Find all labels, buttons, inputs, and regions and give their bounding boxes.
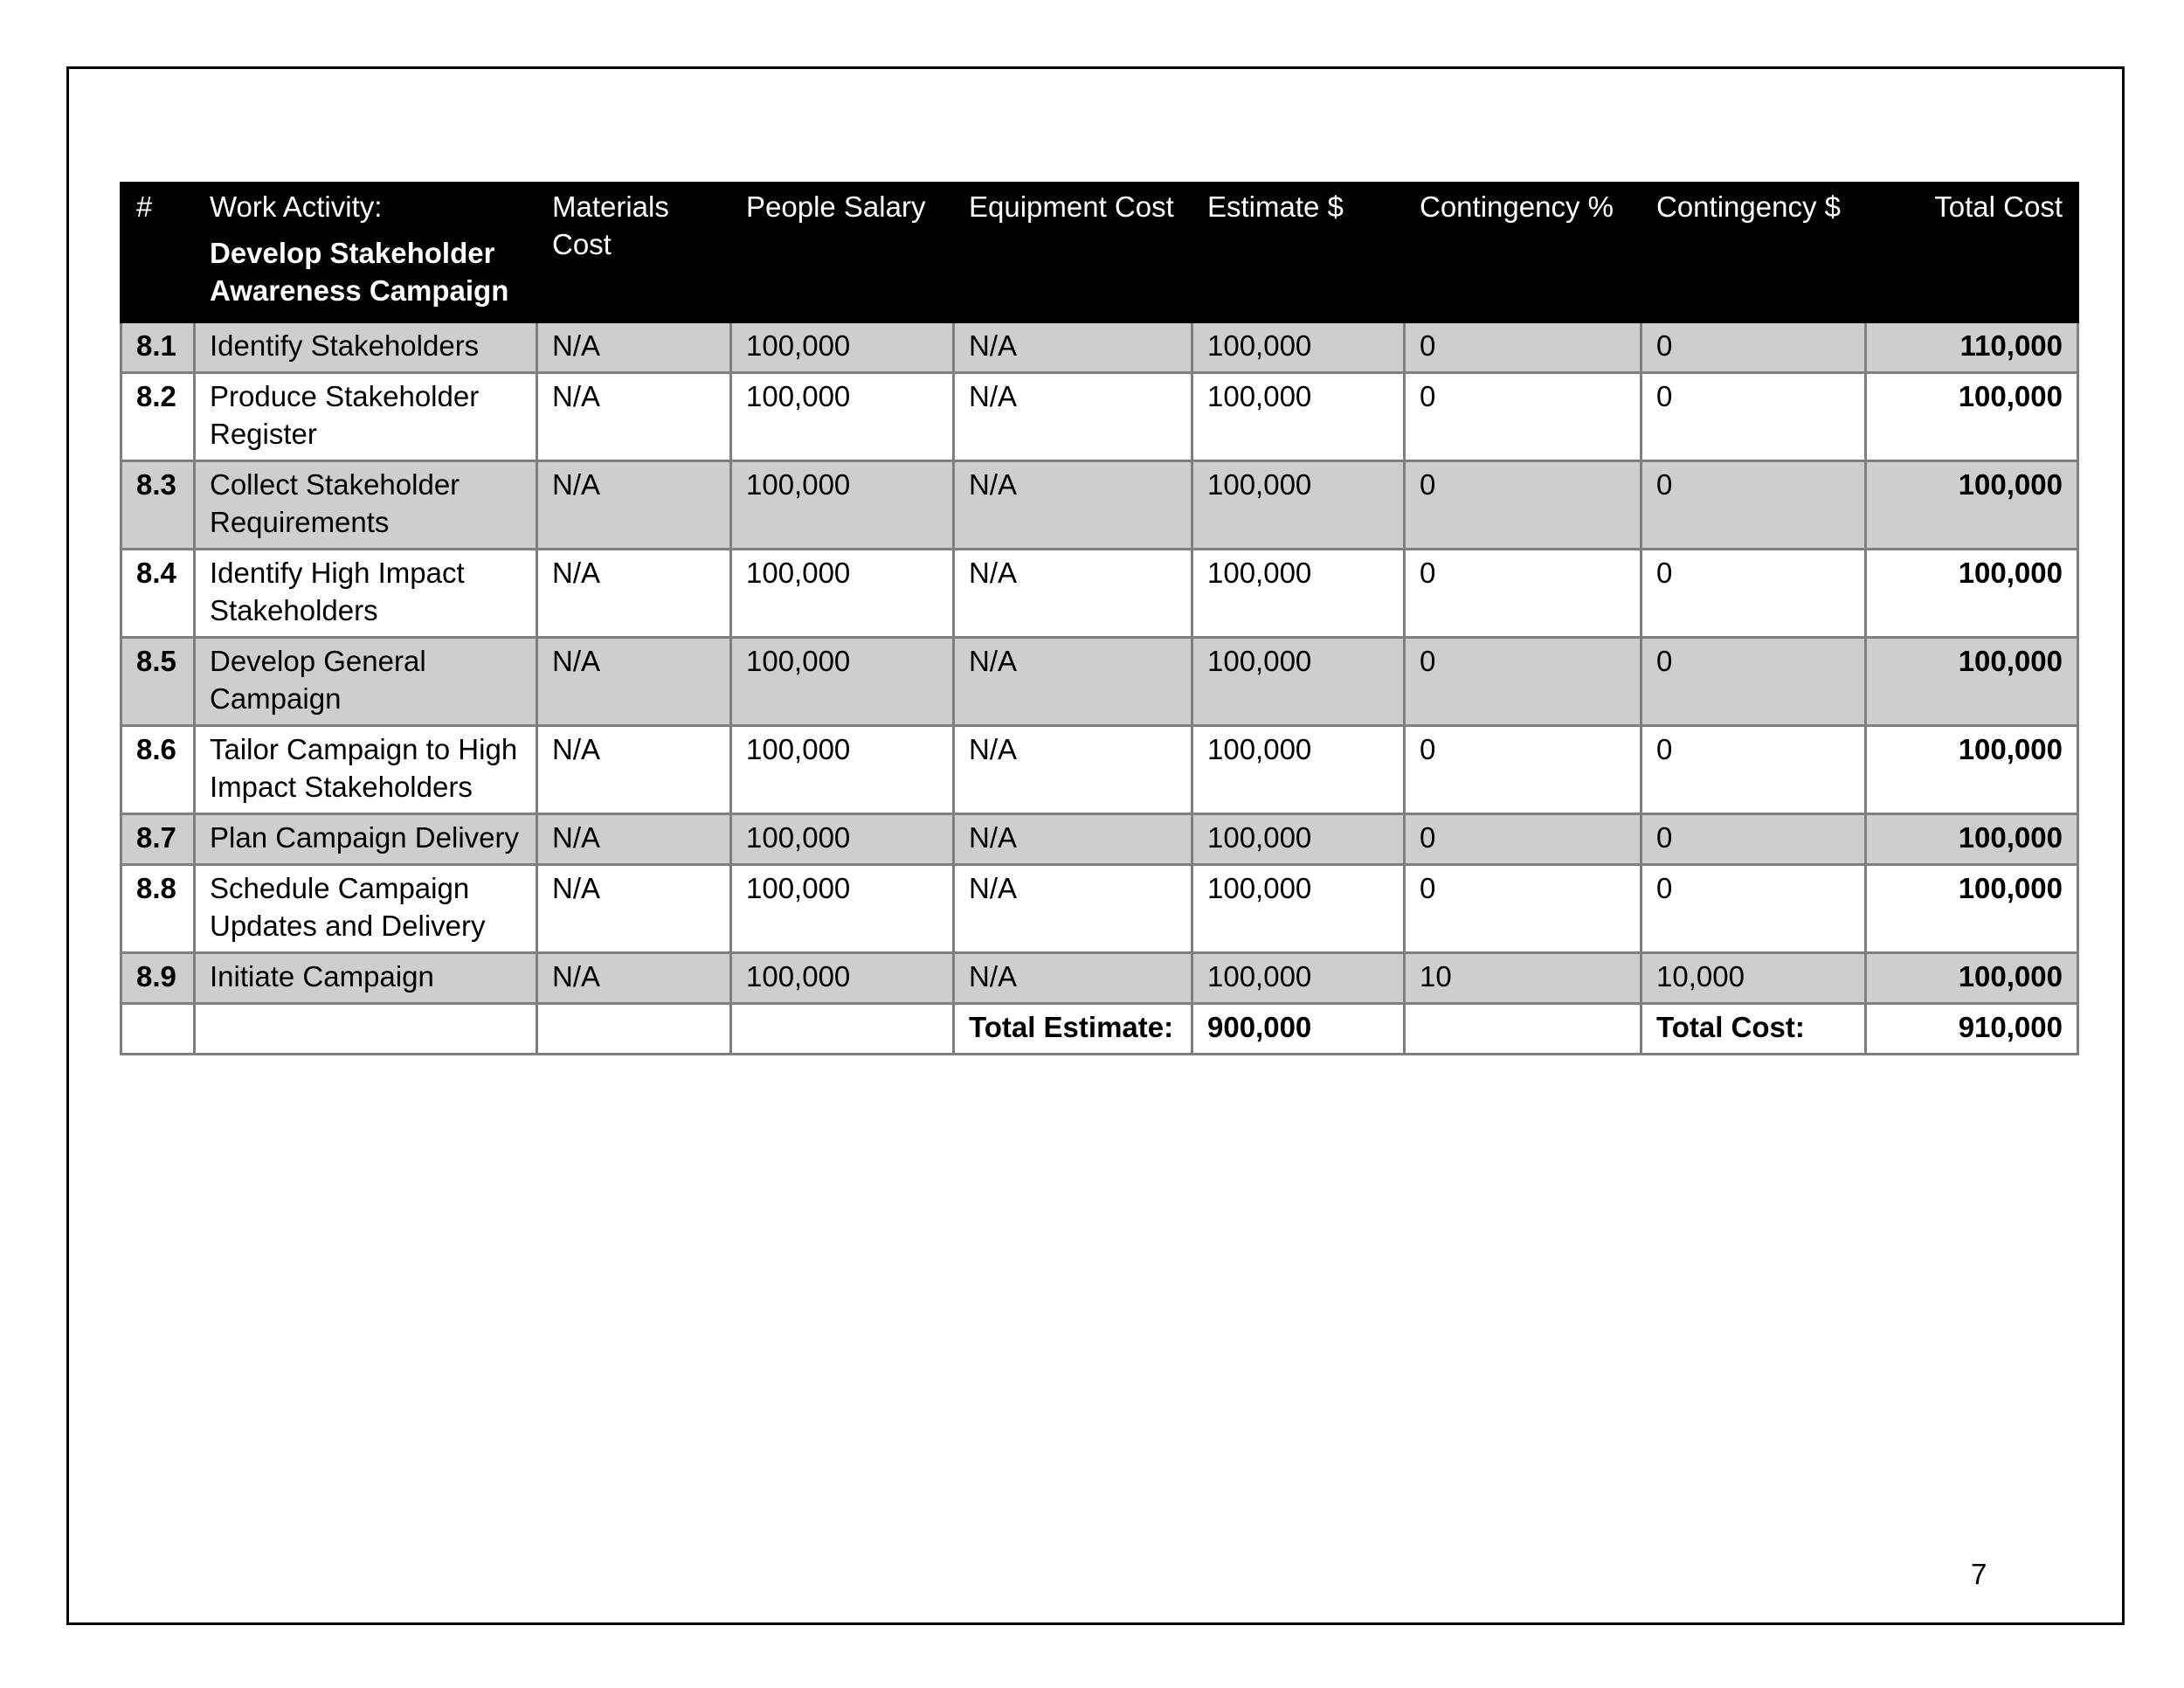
row-materials: N/A (537, 322, 731, 373)
table-row (121, 953, 2078, 1004)
row-activity: Tailor Campaign to High Impact Stakeholders (195, 726, 537, 814)
row-num: 8.2 (121, 373, 195, 461)
row-total: 100,000 (1866, 865, 2078, 953)
header-contingency-pct: Contingency % (1405, 183, 1641, 322)
row-materials: N/A (537, 953, 731, 1004)
row-contingency-pct: 0 (1405, 638, 1641, 726)
row-equipment: N/A (954, 814, 1192, 865)
header-salary: People Salary (731, 183, 954, 322)
header-activity-name: Develop Stakeholder Awareness Campaign (210, 237, 509, 307)
row-estimate: 100,000 (1192, 814, 1405, 865)
row-materials: N/A (537, 814, 731, 865)
row-total: 100,000 (1866, 373, 2078, 461)
row-estimate: 100,000 (1192, 726, 1405, 814)
header-equipment: Equipment Cost (954, 183, 1192, 322)
row-estimate: 100,000 (1192, 461, 1405, 550)
row-activity: Plan Campaign Delivery (195, 814, 537, 865)
table-row (121, 550, 2078, 638)
table-row (121, 814, 2078, 865)
row-estimate: 100,000 (1192, 865, 1405, 953)
row-num: 8.6 (121, 726, 195, 814)
row-estimate: 100,000 (1192, 373, 1405, 461)
row-contingency-amt: 0 (1641, 373, 1866, 461)
row-materials: N/A (537, 726, 731, 814)
row-num: 8.3 (121, 461, 195, 550)
row-equipment: N/A (954, 865, 1192, 953)
row-total: 110,000 (1866, 322, 2078, 373)
row-equipment: N/A (954, 461, 1192, 550)
row-materials: N/A (537, 550, 731, 638)
row-total: 100,000 (1866, 638, 2078, 726)
row-salary: 100,000 (731, 865, 954, 953)
row-total: 100,000 (1866, 550, 2078, 638)
cost-table (120, 182, 2079, 1055)
row-contingency-amt: 0 (1641, 814, 1866, 865)
total-cost-value: 910,000 (1866, 1004, 2078, 1055)
row-materials: N/A (537, 865, 731, 953)
row-num: 8.8 (121, 865, 195, 953)
row-equipment: N/A (954, 373, 1192, 461)
row-total: 100,000 (1866, 461, 2078, 550)
header-activity (195, 183, 537, 322)
row-activity: Produce Stakeholder Register (195, 373, 537, 461)
row-equipment: N/A (954, 322, 1192, 373)
table-row (121, 726, 2078, 814)
row-estimate: 100,000 (1192, 953, 1405, 1004)
table-row (121, 322, 2078, 373)
row-materials: N/A (537, 461, 731, 550)
row-num: 8.5 (121, 638, 195, 726)
row-salary: 100,000 (731, 814, 954, 865)
row-contingency-pct: 0 (1405, 550, 1641, 638)
row-salary: 100,000 (731, 322, 954, 373)
totals-empty-cell (121, 1004, 195, 1055)
row-equipment: N/A (954, 638, 1192, 726)
row-contingency-amt: 0 (1641, 550, 1866, 638)
row-total: 100,000 (1866, 953, 2078, 1004)
row-contingency-amt: 0 (1641, 322, 1866, 373)
row-contingency-pct: 0 (1405, 865, 1641, 953)
row-contingency-amt: 0 (1641, 461, 1866, 550)
page-number: 7 (1971, 1558, 1987, 1590)
row-contingency-amt: 0 (1641, 638, 1866, 726)
row-contingency-pct: 10 (1405, 953, 1641, 1004)
row-contingency-pct: 0 (1405, 461, 1641, 550)
row-contingency-pct: 0 (1405, 322, 1641, 373)
row-contingency-pct: 0 (1405, 373, 1641, 461)
header-total: Total Cost (1866, 183, 2078, 322)
row-num: 8.4 (121, 550, 195, 638)
totals-row (121, 1004, 2078, 1055)
row-salary: 100,000 (731, 726, 954, 814)
row-equipment: N/A (954, 726, 1192, 814)
row-contingency-pct: 0 (1405, 814, 1641, 865)
row-contingency-amt: 0 (1641, 726, 1866, 814)
row-total: 100,000 (1866, 726, 2078, 814)
row-salary: 100,000 (731, 373, 954, 461)
row-salary: 100,000 (731, 550, 954, 638)
row-activity: Schedule Campaign Updates and Delivery (195, 865, 537, 953)
totals-empty-cell (1405, 1004, 1641, 1055)
row-activity: Identify Stakeholders (195, 322, 537, 373)
table-row (121, 373, 2078, 461)
row-num: 8.9 (121, 953, 195, 1004)
total-estimate-value: 900,000 (1192, 1004, 1405, 1055)
row-total: 100,000 (1866, 814, 2078, 865)
row-contingency-pct: 0 (1405, 726, 1641, 814)
total-cost-label: Total Cost: (1641, 1004, 1866, 1055)
row-contingency-amt: 0 (1641, 865, 1866, 953)
row-activity: Initiate Campaign (195, 953, 537, 1004)
header-materials: Materials Cost (537, 183, 731, 322)
row-activity: Identify High Impact Stakeholders (195, 550, 537, 638)
total-estimate-label: Total Estimate: (954, 1004, 1192, 1055)
header-contingency-amt: Contingency $ (1641, 183, 1866, 322)
totals-empty-cell (537, 1004, 731, 1055)
row-salary: 100,000 (731, 461, 954, 550)
table-row (121, 461, 2078, 550)
row-equipment: N/A (954, 550, 1192, 638)
row-num: 8.1 (121, 322, 195, 373)
header-num: # (121, 183, 195, 322)
totals-empty-cell (195, 1004, 537, 1055)
row-salary: 100,000 (731, 638, 954, 726)
row-equipment: N/A (954, 953, 1192, 1004)
table-row (121, 638, 2078, 726)
totals-empty-cell (731, 1004, 954, 1055)
header-estimate: Estimate $ (1192, 183, 1405, 322)
table-row (121, 865, 2078, 953)
row-estimate: 100,000 (1192, 550, 1405, 638)
row-contingency-amt: 10,000 (1641, 953, 1866, 1004)
row-num: 8.7 (121, 814, 195, 865)
row-activity: Collect Stakeholder Requirements (195, 461, 537, 550)
row-estimate: 100,000 (1192, 638, 1405, 726)
row-materials: N/A (537, 373, 731, 461)
row-materials: N/A (537, 638, 731, 726)
row-activity: Develop General Campaign (195, 638, 537, 726)
header-row (121, 183, 2078, 322)
row-salary: 100,000 (731, 953, 954, 1004)
header-activity-label: Work Activity: (210, 190, 383, 223)
row-estimate: 100,000 (1192, 322, 1405, 373)
